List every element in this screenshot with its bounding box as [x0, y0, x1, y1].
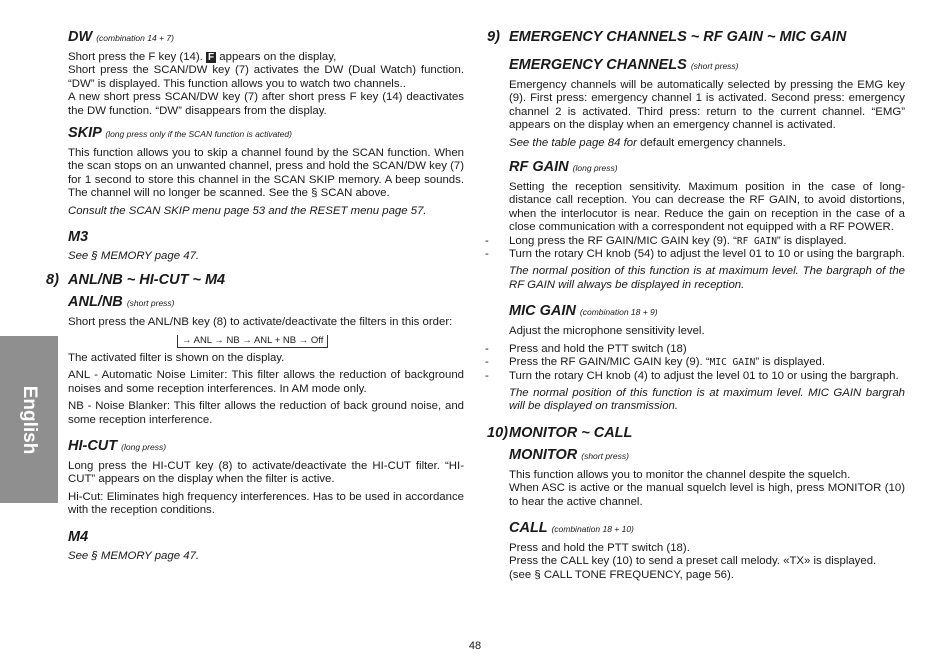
m4-text: See § MEMORY page 47. — [68, 549, 200, 562]
section-9-heading: 9) EMERGENCY CHANNELS ~ RF GAIN ~ MIC GAIN — [487, 29, 847, 45]
hicut-heading: HI-CUT (long press) — [68, 437, 167, 454]
monitor-heading: MONITOR (short press) — [509, 446, 629, 463]
rfgain-text-1: Setting the reception sensitivity. Maximum position in the case of long-distance call reception. You can decrease the RF GAIN, to avoid distortions, when the interlocutor is near. Reduce the gain on reception in the case of a close communication with a correspondent not equipped with a RF POWER. — [509, 181, 905, 234]
f-flag-icon: F — [208, 52, 215, 63]
dw-text-2: Short press the SCAN/DW key (7) activates the DW (Dual Watch) function. “DW” is displayed. This function allows you to watch two channels.. — [68, 64, 464, 90]
filter-order-flow: → ANL → NB → ANL + NB → Off — [177, 335, 328, 348]
micgain-step-2: - Press the RF GAIN/MIC GAIN key (9). “MIC GAIN” is displayed. — [509, 356, 905, 369]
section-8-heading: 8) ANL/NB ~ HI-CUT ~ M4 — [46, 272, 226, 289]
emergency-heading: EMERGENCY CHANNELS (short press) — [509, 57, 739, 73]
m4-heading: M4 — [68, 528, 89, 545]
anlnb-heading: ANL/NB (short press) — [68, 294, 175, 311]
call-text-1: Press and hold the PTT switch (18). — [509, 541, 690, 554]
nb-description: NB - Noise Blanker: This filter allows the reduction of back ground noise, and some reception interference. — [68, 400, 464, 426]
emergency-text-1: Emergency channels will be automatically selected by pressing the EMG key (9). First press: emergency channel 1 is activated. Second press: emergency channel 2 is activated. Third press: return to the current channel. “EMG” appears on the display when an emergency channel is activated. — [509, 79, 905, 132]
section-10-heading: 10) MONITOR ~ CALL — [487, 424, 633, 441]
anl-description: ANL - Automatic Noise Limiter: This filter allows the reduction of background noises and some reception interferences. In AM mode only. — [68, 369, 464, 395]
rfgain-note: The normal position of this function is at maximum level. The bargraph of the RF GAIN will always be displayed in reception. — [509, 265, 905, 291]
rfgain-step-1: - Long press the RF GAIN/MIC GAIN key (9). “RF GAIN” is displayed. — [509, 235, 905, 248]
anlnb-text-2: The activated filter is shown on the display. — [68, 351, 285, 364]
m3-heading: M3 — [68, 229, 89, 246]
rfgain-heading: RF GAIN (long press) — [509, 159, 618, 176]
side-tab-label: English — [19, 385, 40, 455]
call-heading: CALL (combination 18 + 10) — [509, 519, 634, 536]
dw-text-3: A new short press SCAN/DW key (7) after short press F key (14) deactivates the DW function. “DW” disappears from the display. — [68, 91, 464, 117]
anlnb-text-1: Short press the ANL/NB key (8) to activate/deactivate the filters in this order: — [68, 316, 453, 329]
page-number: 48 — [468, 640, 482, 652]
micgain-heading: MIC GAIN (combination 18 + 9) — [509, 303, 658, 320]
call-text-3: (see § CALL TONE FREQUENCY, page 56). — [509, 568, 734, 581]
skip-text-1: This function allows you to skip a channel found by the SCAN function. When the scan stops on an unwanted channel, press and hold the SCAN/DW key (7) for 1 second to store this channel in the SCAN SKIP memory. A beep sounds. The channel will no longer be scanned. See the § SCAN above. — [68, 147, 464, 200]
emergency-text-2: See the table page 84 for default emergency channels. — [509, 136, 786, 149]
monitor-text-1: This function allows you to monitor the channel despite the squelch. — [509, 468, 851, 481]
skip-text-2: Consult the SCAN SKIP menu page 53 and the RESET menu page 57. — [68, 204, 427, 217]
hicut-text-2: Hi-Cut: Eliminates high frequency interferences. Has to be used in accordance with the reception conditions. — [68, 490, 464, 517]
m3-text: See § MEMORY page 47. — [68, 250, 200, 263]
right-column — [487, 28, 905, 582]
micgain-step-1: - Press and hold the PTT switch (18) — [509, 343, 905, 356]
dw-heading: DW (combination 14 + 7) — [68, 29, 174, 45]
micgain-text-1: Adjust the microphone sensitivity level. — [509, 325, 705, 338]
call-text-2: Press the CALL key (10) to send a preset call melody. «TX» is displayed. — [509, 555, 877, 568]
left-column — [46, 28, 464, 563]
micgain-step-3: - Turn the rotary CH knob (4) to adjust the level 01 to 10 or using the bargraph. — [509, 370, 905, 383]
micgain-note: The normal position of this function is at maximum level. MIC GAIN bargrah will be displayed on transmission. — [509, 386, 905, 413]
monitor-text-2: When ASC is active or the manual squelch level is high, press MONITOR (10) to hear the active channel. — [509, 482, 905, 508]
skip-heading: SKIP (long press only if the SCAN function is activated) — [68, 125, 292, 142]
dw-text-1: Short press the F key (14). F appears on the display, — [68, 51, 337, 63]
language-side-tab — [0, 336, 58, 503]
rfgain-step-2: - Turn the rotary CH knob (54) to adjust the level 01 to 10 or using the bargraph. — [509, 248, 905, 261]
hicut-text-1: Long press the HI-CUT key (8) to activate/deactivate the HI-CUT filter. “HI-CUT” appears on the display when the filter is active. — [68, 459, 464, 486]
